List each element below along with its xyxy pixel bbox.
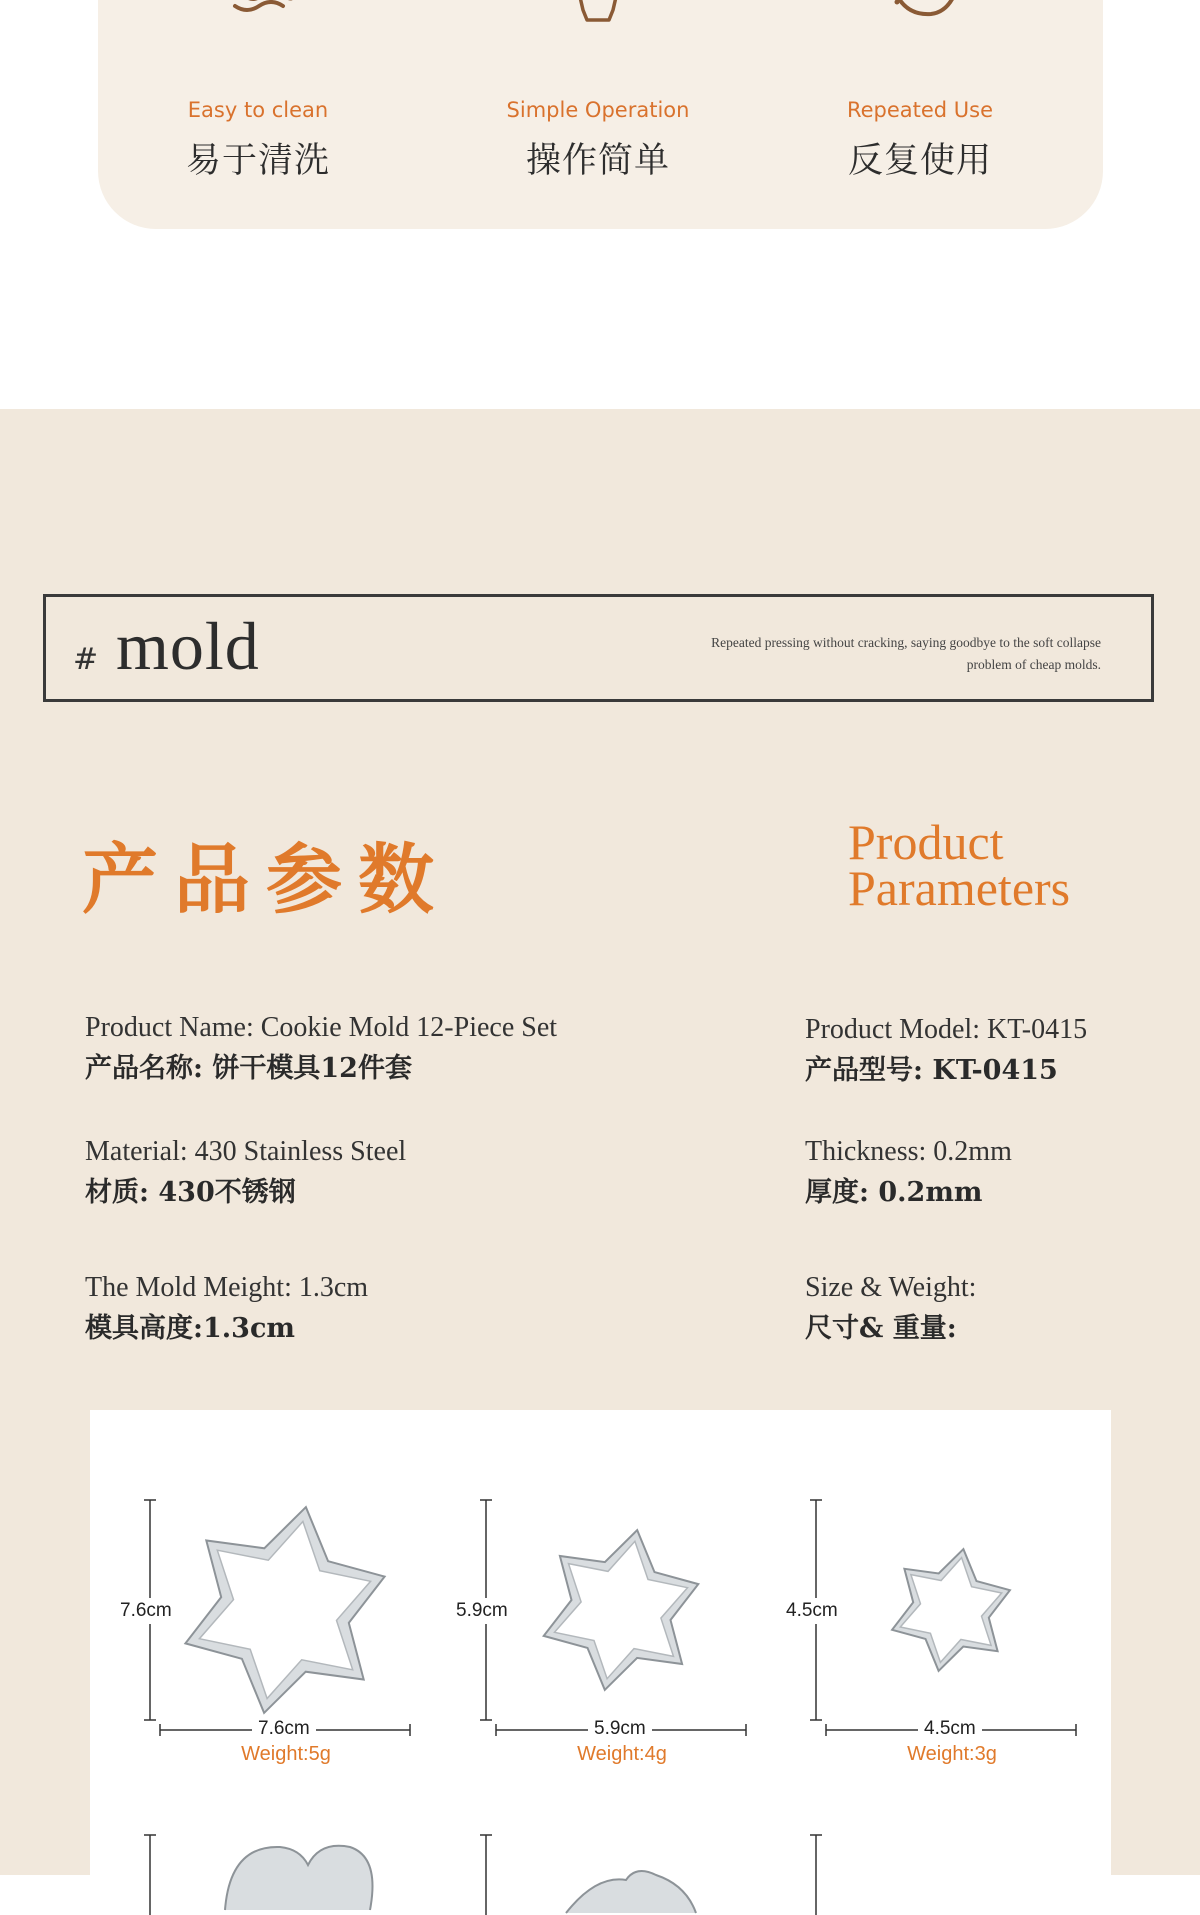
spec-cn: 厚度: 0.2mm [805, 1177, 983, 1208]
spec-en: Product Name: Cookie Mold 12-Piece Set [85, 1012, 558, 1043]
feature-en-label: Simple Operation [506, 98, 690, 122]
mold-item [120, 1500, 430, 1800]
vase-icon [563, 0, 633, 28]
spec-product-name [85, 1012, 557, 1085]
params-heading-en-line: Parameters [848, 860, 1071, 916]
params-heading-en [848, 814, 1108, 916]
spec-en: Thickness: 0.2mm [805, 1136, 1012, 1167]
mold-description [631, 632, 1101, 676]
mold-weight: Weight:3g [907, 1743, 997, 1765]
spec-product-model [805, 1014, 1087, 1087]
mold-weight: Weight:5g [241, 1743, 331, 1765]
mold-item-partial [130, 1835, 430, 1915]
feature-repeated-use [790, 0, 1050, 181]
mold-item-partial [796, 1835, 1096, 1915]
mold-size-panel [90, 1410, 1111, 1910]
mold-item [456, 1500, 766, 1800]
feature-cn-label: 易于清洗 [185, 141, 330, 181]
mold-description-line: Repeated pressing without cracking, saying goodbye to the soft collapse [711, 635, 1101, 650]
feature-cn-label: 反复使用 [847, 141, 992, 181]
params-section [0, 409, 1200, 1875]
feature-easy-clean [128, 0, 388, 181]
mold-height-label: 7.6cm [120, 1598, 172, 1624]
dimension-line-icon [796, 1835, 1096, 1915]
params-heading-en-line: Product [848, 814, 1004, 870]
spec-en: Product Model: KT-0415 [805, 1014, 1088, 1045]
mold-width-label: 7.6cm [252, 1718, 316, 1740]
hash-symbol: # [73, 642, 99, 677]
mold-banner [43, 594, 1154, 702]
spec-cn: 产品名称: 饼干模具12件套 [85, 1053, 412, 1084]
mold-title: mold [116, 608, 260, 684]
feature-card [98, 0, 1103, 229]
mold-description-line: problem of cheap molds. [966, 657, 1101, 672]
params-heading-cn: 产品参数 [82, 835, 450, 924]
spec-size-weight [805, 1272, 976, 1345]
mold-height-label: 4.5cm [786, 1598, 838, 1624]
feature-en-label: Repeated Use [846, 98, 994, 122]
spec-cn: 模具高度:1.3cm [85, 1313, 295, 1344]
mold-height-label: 5.9cm [456, 1598, 508, 1624]
mold-item [786, 1500, 1096, 1800]
feature-simple-operation [468, 0, 728, 181]
heart-mold-icon [130, 1835, 430, 1915]
spec-material [85, 1136, 406, 1209]
spec-thickness [805, 1136, 1012, 1209]
feature-en-label: Easy to clean [187, 98, 329, 122]
spec-cn: 尺寸& 重量: [805, 1313, 957, 1344]
feature-cn-label: 操作简单 [525, 141, 670, 181]
spec-en: Material: 430 Stainless Steel [85, 1136, 407, 1167]
mold-weight: Weight:4g [577, 1743, 667, 1765]
mold-icon [466, 1835, 766, 1915]
mold-item-partial [466, 1835, 766, 1915]
mold-width-label: 5.9cm [588, 1718, 652, 1740]
cycle-icon [875, 0, 965, 28]
spec-mold-height [85, 1272, 368, 1345]
spec-en: Size & Weight: [805, 1272, 977, 1303]
spec-en: The Mold Meight: 1.3cm [85, 1272, 369, 1303]
wave-icon [213, 0, 303, 24]
spec-cn: 材质: 430不锈钢 [85, 1177, 296, 1208]
spec-cn: 产品型号: KT-0415 [805, 1055, 1058, 1086]
mold-width-label: 4.5cm [918, 1718, 982, 1740]
